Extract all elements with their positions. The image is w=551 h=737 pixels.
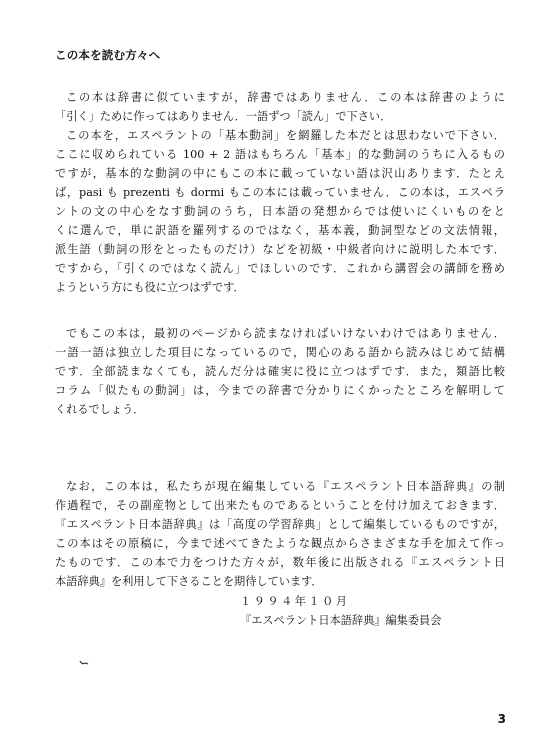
paragraph-2 bbox=[55, 324, 505, 419]
text-line: くに選んで，単に訳語を羅列するのではなく，基本義，動詞型などの文法情報， bbox=[55, 224, 505, 237]
text-line: コラム「似たもの動詞」は，今までの辞書で分かりにくかったところを解明して bbox=[55, 384, 505, 397]
text-line: 派生語（動詞の形をとったものだけ）などを初級・中級者向けに説明した本です． bbox=[55, 243, 505, 256]
text-line: 一語一語は独立した項目になっているので，関心のある語から読みはじめて結構 bbox=[55, 346, 505, 359]
text-line: 本語辞典』を利用して下さることを期待しています． bbox=[55, 575, 323, 588]
text-line: たものです．この本で力をつけた方々が，数年後に出版される『エスペラント日 bbox=[55, 556, 505, 569]
text-line: くれるでしょう． bbox=[55, 403, 145, 416]
text-line: この本はその原稿に，今まで述べてきたような観点からさまざまな手を加えて作っ bbox=[55, 537, 505, 550]
paragraph-3 bbox=[55, 477, 505, 591]
page-number: 3 bbox=[497, 712, 506, 726]
text-line: ですから，「引くのではなく読ん」でほしいのです．これから講習会の講師を務め bbox=[55, 262, 505, 275]
text-line: なお，この本は，私たちが現在編集している『エスペラント日本語辞典』の制 bbox=[66, 480, 505, 493]
text-line: ようという方にも役に立つはずです． bbox=[55, 281, 245, 294]
page-heading: この本を読む方々へ bbox=[55, 48, 161, 62]
text-line: ば，pasi も prezenti も dormi もこの本には載っていません．この本は，エスペラ bbox=[55, 186, 505, 199]
text-line: でもこの本は，最初のページから読まなければいけないわけではありません． bbox=[66, 327, 505, 340]
text-line: 『エスペラント日本語辞典』は「高度の学習辞典」として編集しているものですが， bbox=[55, 518, 505, 531]
paragraph-1 bbox=[55, 88, 505, 297]
text-line: ントの文の中心をなす動詞のうち，日本語の発想からでは使いにくいものをと bbox=[55, 205, 505, 218]
text-line: この本は辞書に似ていますが，辞書ではありません．この本は辞書のように bbox=[66, 91, 505, 104]
editorial-committee: 『エスペラント日本語辞典』編集委員会 bbox=[240, 614, 442, 627]
publication-date: １９９４年１０月 bbox=[240, 595, 350, 608]
text-line: 作過程で，その副産物として出来たものであるということを付け加えておきます． bbox=[55, 499, 505, 512]
text-line: 「引く」ために作ってはありません．一語ずつ「読ん」で下さい． bbox=[55, 110, 392, 123]
text-line: ですが，基本的な動詞の中にもこの本に載っていない語は沢山あります．たとえ bbox=[55, 167, 505, 180]
ink-speck bbox=[78, 655, 90, 667]
text-line: ここに収められている 100 + 2 語はもちろん「基本」的な動詞のうちに入るもの bbox=[55, 148, 505, 161]
text-line: この本を，エスペラントの「基本動詞」を網羅した本だとは思わないで下さい． bbox=[66, 129, 505, 142]
text-line: です．全部読まなくても，読んだ分は確実に役に立つはずです．また，類語比較 bbox=[55, 365, 505, 378]
